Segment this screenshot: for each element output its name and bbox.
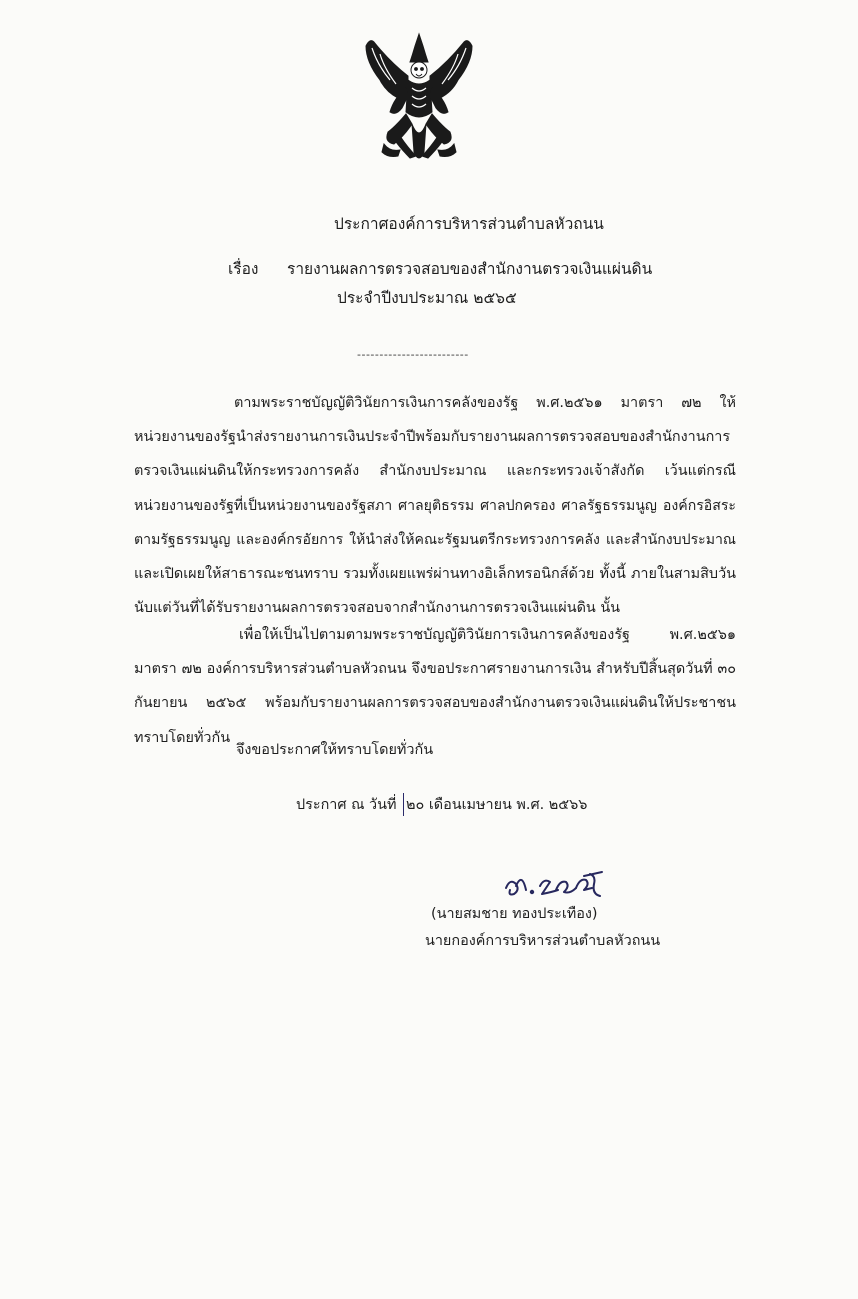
paragraph-line: หน่วยงานของรัฐที่เป็นหน่วยงานของรัฐสภา ศาลยุติธรรม ศาลปกครอง ศาลรัฐธรรมนูญ องค์กรอิสระ [134,497,736,514]
date-suffix: เดือนเมษายน พ.ศ. ๒๕๖๖ [428,797,588,813]
fiscal-year-line: ประจำปีงบประมาณ ๒๕๖๕ [337,289,517,307]
announcement-title: ประกาศองค์การบริหารส่วนตำบลหัวถนน [334,215,604,233]
announcement-date [296,793,587,816]
paragraph-line: ตามรัฐธรรมนูญ และองค์กรอัยการ ให้นำส่งให้คณะรัฐมนตรีกระทรวงการคลัง และสำนักงบประมาณ [134,531,736,548]
signer-name: (นายสมชาย ทองประเทือง) [431,906,598,922]
garuda-emblem-icon [360,32,478,166]
paragraph-line: และเปิดเผยให้สาธารณะชนทราบ รวมทั้งเผยแพร่ผ่านทางอิเล็กทรอนิกส์ด้วย ทั้งนี้ ภายในสามสิบวัน [134,565,736,582]
signer-title: นายกองค์การบริหารส่วนตำบลหัวถนน [425,933,661,949]
paragraph-line: ทราบโดยทั่วกัน [134,729,231,746]
separator-line: ------------------------- [357,348,469,361]
paragraph-line: มาตรา ๗๒ องค์การบริหารส่วนตำบลหัวถนน จึงขอประกาศรายงานการเงิน สำหรับปีสิ้นสุดวันที่ ๓๐ [134,661,736,678]
paragraph-line: นับแต่วันที่ได้รับรายงานผลการตรวจสอบจากสำนักงานการตรวจเงินแผ่นดิน นั้น [134,600,621,617]
date-prefix: ประกาศ ณ วันที่ [296,797,397,813]
paragraph-line: ตามพระราชบัญญัติวินัยการเงินการคลังของรัฐ พ.ศ.๒๕๖๑ มาตรา ๗๒ ให้ [234,395,736,411]
date-day: ๒๐ [403,793,424,816]
handwritten-signature [500,866,610,906]
subject-text: รายงานผลการตรวจสอบของสำนักงานตรวจเงินแผ่นดิน [287,260,653,278]
closing-statement: จึงขอประกาศให้ทราบโดยทั่วกัน [236,742,434,758]
body-paragraph-1 [134,386,736,625]
paragraph-line: กันยายน ๒๕๖๕ พร้อมกับรายงานผลการตรวจสอบของสำนักงานตรวจเงินแผ่นดินให้ประชาชน [134,695,736,712]
paragraph-line: ตรวจเงินแผ่นดินให้กระทรวงการคลัง สำนักงบประมาณ และกระทรวงเจ้าสังกัด เว้นแต่กรณี [134,463,736,480]
subject-label: เรื่อง [228,260,259,278]
paragraph-line: เพื่อให้เป็นไปตามตามพระราชบัญญัติวินัยการเงินการคลังของรัฐ พ.ศ.๒๕๖๑ [239,627,736,643]
paragraph-line: หน่วยงานของรัฐนำส่งรายงานการเงินประจำปีพร้อมกับรายงานผลการตรวจสอบของสำนักงานการ [134,429,731,446]
body-paragraph-2 [134,618,736,755]
